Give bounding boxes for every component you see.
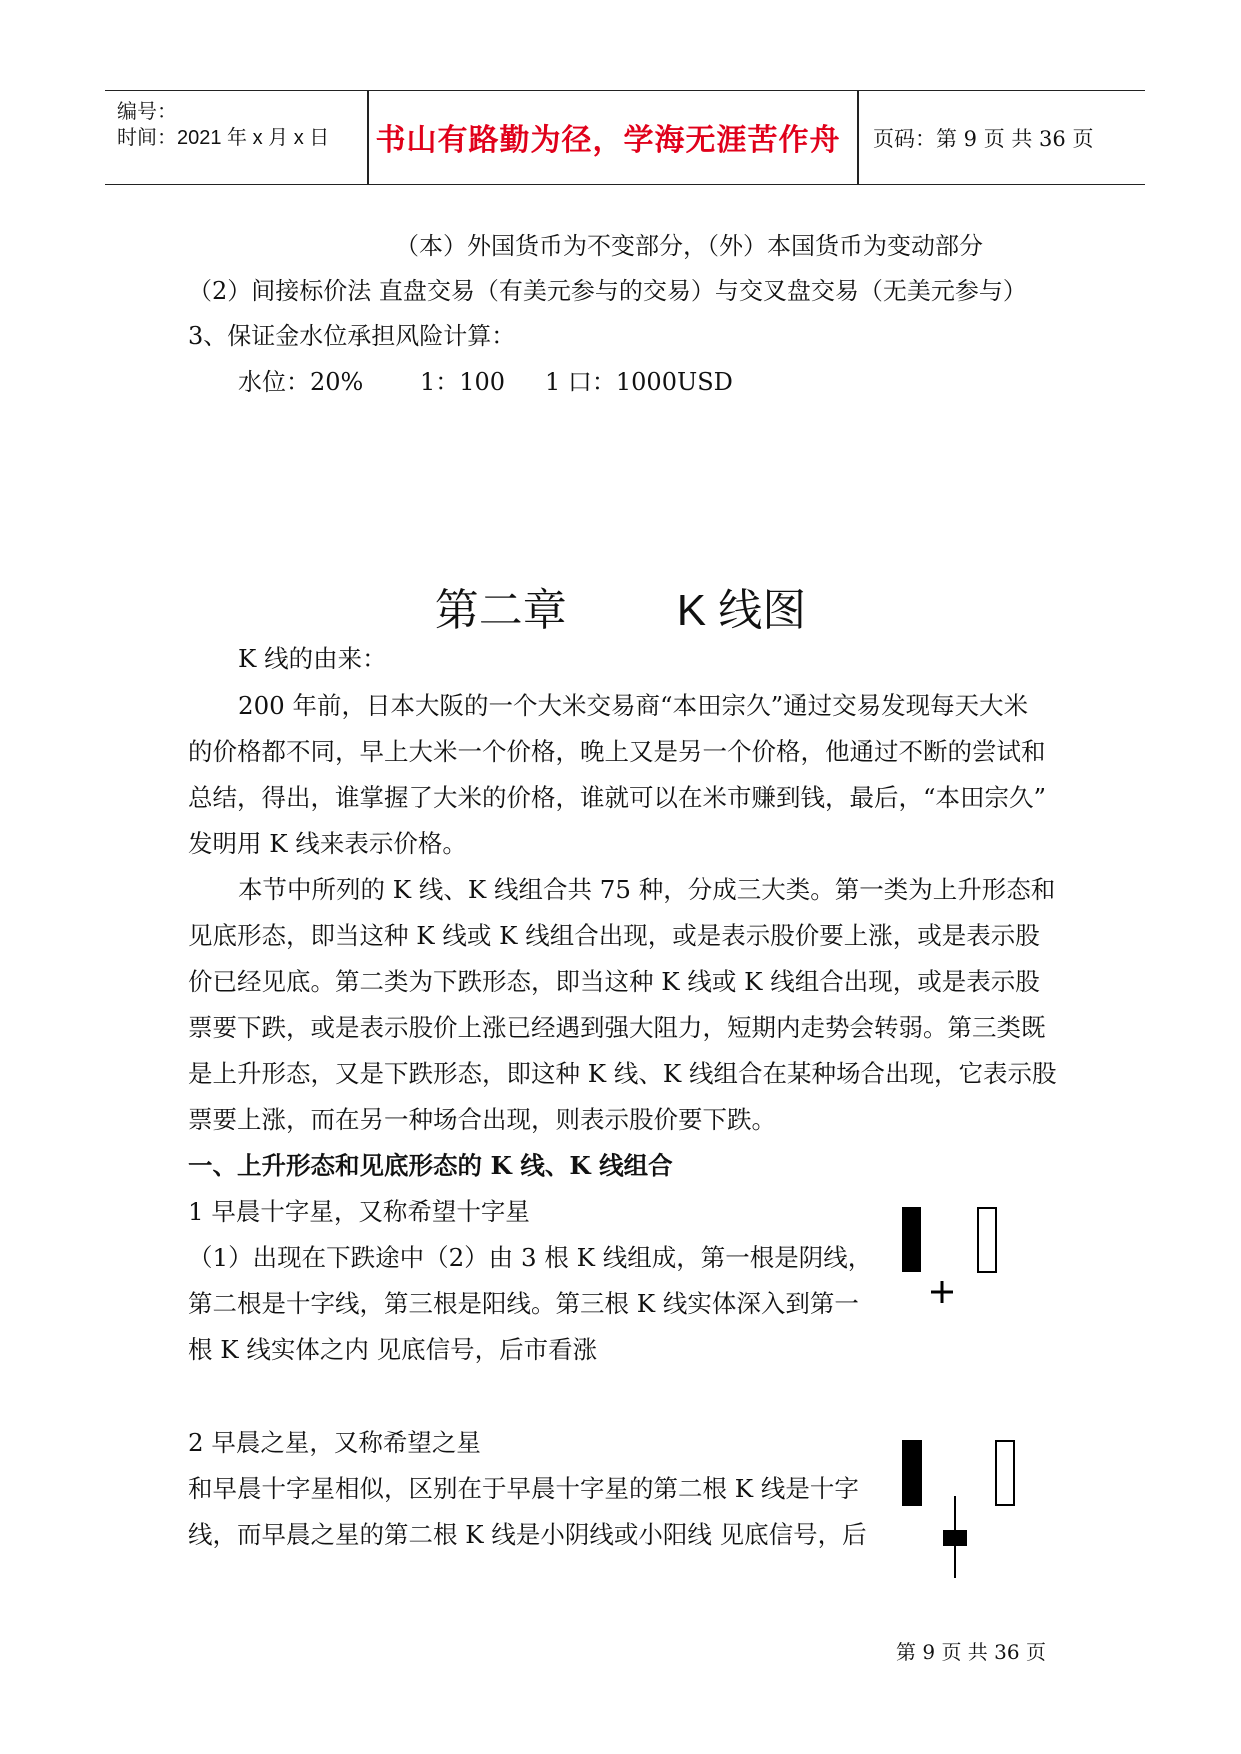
paragraph-line: 是上升形态，又是下跌形态，即这种 K 线、K 线组合在某种场合出现，它表示股: [188, 1059, 1057, 1088]
paragraph-line: 票要上涨，而在另一种场合出现，则表示股价要下跌。: [188, 1105, 776, 1134]
paragraph-line: 200 年前，日本大阪的一个大米交易商“本田宗久”通过交易发现每天大米: [238, 691, 1029, 720]
chapter-title: [0, 574, 1241, 638]
paragraph-line: 票要下跌，或是表示股价上涨已经遇到强大阻力，短期内走势会转弱。第三类既: [188, 1013, 1046, 1042]
origin-heading: K 线的由来：: [238, 644, 387, 673]
paragraph-line: 价已经见底。第二类为下跌形态，即当这种 K 线或 K 线组合出现，或是表示股: [188, 967, 1040, 996]
page-header: [105, 90, 1145, 185]
item-title: 2 早晨之星，又称希望之星: [188, 1428, 481, 1457]
chapter-prefix: 第二章: [434, 586, 567, 635]
paragraph-line: 本节中所列的 K 线、K 线组合共 75 种，分成三大类。第一类为上升形态和: [238, 875, 1056, 904]
bearish-candle-icon: [902, 1440, 922, 1506]
paragraph-line: 和早晨十字星相似，区别在于早晨十字星的第二根 K 线是十字: [188, 1474, 859, 1503]
lot-size: 1 口：1000USD: [545, 368, 733, 396]
paragraph-line: 第二根是十字线，第三根是阳线。第三根 K 线实体深入到第一: [188, 1289, 859, 1318]
paragraph-line: 发明用 K 线来表示价格。: [188, 829, 467, 858]
paragraph-line: 根 K 线实体之内 见底信号，后市看涨: [188, 1335, 598, 1364]
paragraph-line: 的价格都不同，早上大米一个价格，晚上又是另一个价格，他通过不断的尝试和: [188, 737, 1046, 766]
paragraph-line: 总结，得出，谁掌握了大米的价格，谁就可以在米市赚到钱，最后，“本田宗久”: [188, 783, 1047, 812]
page-footer: 第 9 页 共 36 页: [896, 1640, 1046, 1664]
paragraph-line: 线，而早晨之星的第二根 K 线是小阴线或小阳线 见底信号，后: [188, 1520, 867, 1549]
document-number-label: 编号：: [117, 101, 177, 123]
morning-star-candlestick-icon: [900, 1438, 1020, 1578]
margin-level: 水位：20%: [238, 368, 364, 396]
text-line: （本）外国货币为不变部分，（外）本国货币为变动部分: [395, 232, 983, 260]
morning-doji-star-candlestick-icon: [900, 1205, 1010, 1315]
bullish-candle-icon: [978, 1208, 996, 1272]
document-time-label: 时间：2021 年 x 月 x 日: [117, 127, 330, 149]
leverage: 1：100: [420, 368, 506, 396]
text-line: （2）间接标价法 直盘交易（有美元参与的交易）与交叉盘交易（无美元参与）: [188, 277, 1027, 305]
header-divider: [857, 91, 859, 184]
paragraph-line: （1）出现在下跌途中（2）由 3 根 K 线组成，第一根是阴线，: [188, 1243, 873, 1272]
header-page-info: 页码：第 9 页 共 36 页: [873, 127, 1094, 151]
chapter-name: K 线图: [676, 586, 807, 635]
item-title: 1 早晨十字星，又称希望十字星: [188, 1197, 530, 1226]
bullish-candle-icon: [996, 1441, 1014, 1505]
section-heading: 一、上升形态和见底形态的 K 线、K 线组合: [188, 1151, 673, 1180]
paragraph-line: 见底形态，即当这种 K 线或 K 线组合出现，或是表示股价要上涨，或是表示股: [188, 921, 1040, 950]
header-motto: 书山有路勤为径，学海无涯苦作舟: [375, 123, 841, 158]
text-line: 3、保证金水位承担风险计算：: [188, 322, 516, 350]
bearish-candle-icon: [902, 1207, 921, 1272]
